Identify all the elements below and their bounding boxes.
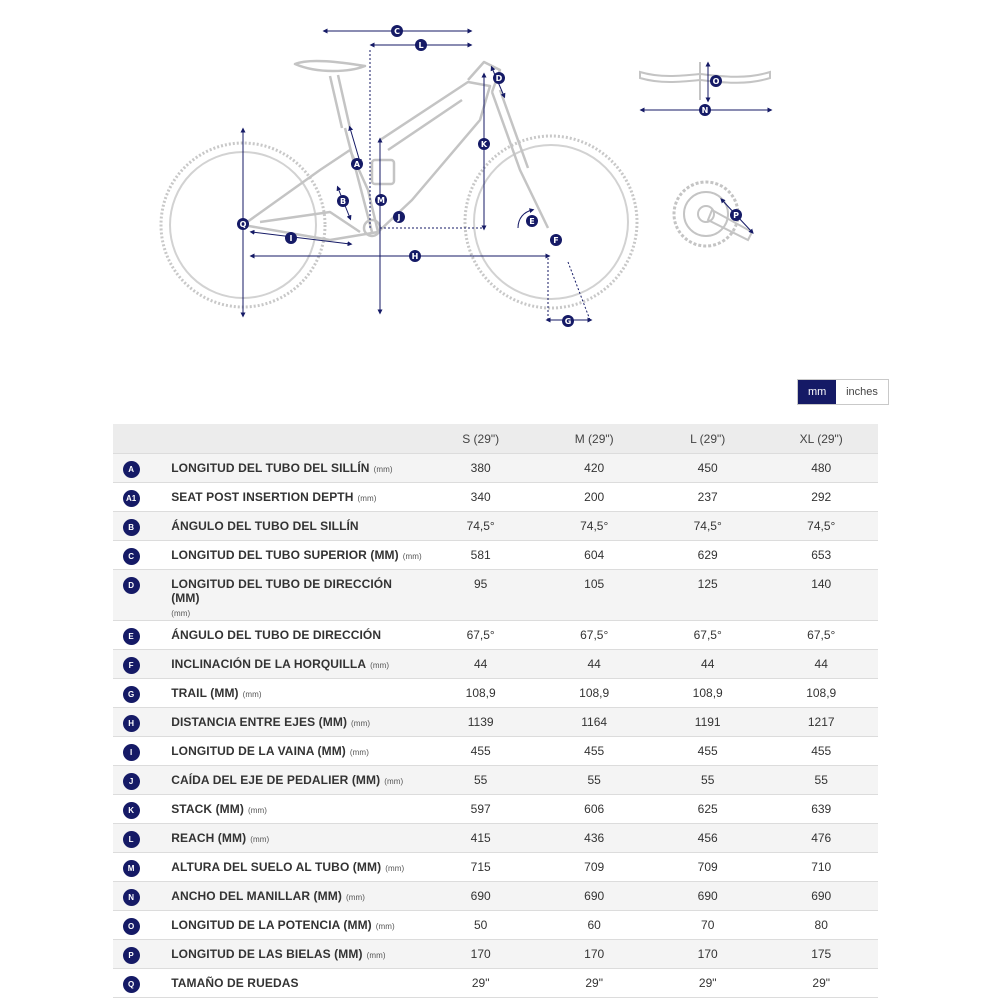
size-value-cell: 175 xyxy=(764,940,878,969)
size-value-cell: 292 xyxy=(764,483,878,512)
dimension-key-badge: Q xyxy=(123,976,140,993)
size-value-cell: 237 xyxy=(651,483,765,512)
size-header-m: M (29") xyxy=(537,424,651,454)
dimension-unit: (mm) xyxy=(357,494,377,503)
size-value-cell: 420 xyxy=(537,454,651,483)
dimension-name: INCLINACIÓN DE LA HORQUILLA xyxy=(171,657,367,671)
size-value-cell: 74,5° xyxy=(424,512,538,541)
svg-text:D: D xyxy=(495,74,503,83)
dimension-key-badge: N xyxy=(123,889,140,906)
dimension-name: REACH (MM) xyxy=(171,831,247,845)
size-value-cell: 1191 xyxy=(651,708,765,737)
size-value-cell: 108,9 xyxy=(537,679,651,708)
size-value-cell: 44 xyxy=(537,650,651,679)
dimension-unit: (mm) xyxy=(366,951,386,960)
svg-text:G: G xyxy=(564,317,572,326)
table-row xyxy=(113,969,878,998)
row-key-cell xyxy=(113,512,149,541)
dimension-key-badge: D xyxy=(123,577,140,594)
size-value-cell: 29" xyxy=(764,969,878,998)
unit-inches-button[interactable]: inches xyxy=(836,380,888,404)
dimension-key-badge: J xyxy=(123,773,140,790)
size-header-s: S (29") xyxy=(424,424,538,454)
dimension-unit: (mm) xyxy=(242,690,262,699)
size-value-cell: 50 xyxy=(424,911,538,940)
row-key-cell xyxy=(113,483,149,512)
size-value-cell: 480 xyxy=(764,454,878,483)
row-key-cell xyxy=(113,795,149,824)
size-value-cell: 125 xyxy=(651,570,765,621)
dimension-key-badge: C xyxy=(123,548,140,565)
dimension-name-cell xyxy=(149,795,424,824)
size-value-cell: 1139 xyxy=(424,708,538,737)
size-value-cell: 450 xyxy=(651,454,765,483)
dimension-key-badge: L xyxy=(123,831,140,848)
dimension-key-badge: B xyxy=(123,519,140,536)
dimension-name-cell xyxy=(149,853,424,882)
dimension-name: LONGITUD DEL TUBO DE DIRECCIÓN (MM) xyxy=(171,577,392,605)
size-value-cell: 606 xyxy=(537,795,651,824)
size-value-cell: 200 xyxy=(537,483,651,512)
dimension-name: SEAT POST INSERTION DEPTH xyxy=(171,490,354,504)
svg-text:B: B xyxy=(339,197,347,206)
table-row xyxy=(113,650,878,679)
front-wheel xyxy=(465,136,637,308)
table-row xyxy=(113,570,878,621)
svg-text:M: M xyxy=(377,196,385,205)
size-value-cell: 690 xyxy=(424,882,538,911)
badge-d xyxy=(493,72,505,84)
table-row xyxy=(113,911,878,940)
badge-l xyxy=(415,39,427,51)
size-value-cell: 108,9 xyxy=(424,679,538,708)
bike-drawing xyxy=(0,0,1000,360)
badge-o xyxy=(710,75,722,87)
size-value-cell: 380 xyxy=(424,454,538,483)
badge-i xyxy=(285,232,297,244)
badge-a xyxy=(351,158,363,170)
row-key-cell xyxy=(113,911,149,940)
table-row xyxy=(113,737,878,766)
size-value-cell: 55 xyxy=(651,766,765,795)
dimension-name-cell xyxy=(149,882,424,911)
row-key-cell xyxy=(113,969,149,998)
size-value-cell: 29" xyxy=(651,969,765,998)
size-value-cell: 70 xyxy=(651,911,765,940)
badge-q xyxy=(237,218,249,230)
table-row xyxy=(113,882,878,911)
dimension-key-badge: O xyxy=(123,918,140,935)
dimension-unit: (mm) xyxy=(247,806,268,815)
dimension-name: ÁNGULO DEL TUBO DE DIRECCIÓN xyxy=(171,628,382,642)
table-header-row xyxy=(113,424,878,454)
dimension-name-cell xyxy=(149,766,424,795)
dimension-name: DISTANCIA ENTRE EJES (MM) xyxy=(171,715,348,729)
row-key-cell xyxy=(113,882,149,911)
size-value-cell: 29" xyxy=(537,969,651,998)
size-value-cell: 95 xyxy=(424,570,538,621)
badge-f xyxy=(550,234,562,246)
svg-text:P: P xyxy=(733,211,739,220)
dimension-name-cell xyxy=(149,454,424,483)
badge-n xyxy=(699,104,711,116)
row-key-cell xyxy=(113,737,149,766)
dimension-key-badge: H xyxy=(123,715,140,732)
size-value-cell: 140 xyxy=(764,570,878,621)
size-value-cell: 455 xyxy=(537,737,651,766)
dimension-name-cell xyxy=(149,708,424,737)
badge-c xyxy=(391,25,403,37)
dimension-name: CAÍDA DEL EJE DE PEDALIER (MM) xyxy=(171,773,381,787)
size-value-cell: 690 xyxy=(651,882,765,911)
size-value-cell: 710 xyxy=(764,853,878,882)
size-value-cell: 690 xyxy=(764,882,878,911)
svg-text:L: L xyxy=(418,41,424,50)
size-value-cell: 415 xyxy=(424,824,538,853)
dimension-key-badge: G xyxy=(123,686,140,703)
svg-text:K: K xyxy=(480,140,488,149)
dimension-unit: (mm) xyxy=(250,835,270,844)
table-row xyxy=(113,853,878,882)
table-row xyxy=(113,541,878,570)
table-row xyxy=(113,621,878,650)
size-value-cell: 639 xyxy=(764,795,878,824)
dimension-key-badge: M xyxy=(123,860,140,877)
dimension-unit: (mm) xyxy=(402,552,422,561)
size-value-cell: 44 xyxy=(651,650,765,679)
size-value-cell: 67,5° xyxy=(424,621,538,650)
svg-text:F: F xyxy=(553,236,559,245)
dimension-key-badge: A1 xyxy=(123,490,140,507)
size-value-cell: 74,5° xyxy=(764,512,878,541)
dimension-name: LONGITUD DE LA POTENCIA (MM) xyxy=(171,918,372,932)
dimension-key-badge: A xyxy=(123,461,140,478)
header-blank xyxy=(113,424,149,454)
badge-g xyxy=(562,315,574,327)
dimension-name: LONGITUD DEL TUBO DEL SILLÍN xyxy=(171,461,370,475)
size-header-l: L (29") xyxy=(651,424,765,454)
size-value-cell: 653 xyxy=(764,541,878,570)
row-key-cell xyxy=(113,853,149,882)
dimension-name: LONGITUD DEL TUBO SUPERIOR (MM) xyxy=(171,548,399,562)
dimension-unit: (mm) xyxy=(370,661,390,670)
dimension-key-badge: E xyxy=(123,628,140,645)
table-row xyxy=(113,512,878,541)
size-value-cell: 455 xyxy=(651,737,765,766)
dimension-unit: (mm) xyxy=(349,748,369,757)
size-value-cell: 709 xyxy=(537,853,651,882)
dimension-name: LONGITUD DE LA VAINA (MM) xyxy=(171,744,346,758)
dimension-name: ÁNGULO DEL TUBO DEL SILLÍN xyxy=(171,519,359,533)
dimension-name: TAMAÑO DE RUEDAS xyxy=(171,976,299,990)
svg-text:I: I xyxy=(289,234,293,243)
dimension-name-cell xyxy=(149,737,424,766)
dimension-name-cell xyxy=(149,969,424,998)
size-value-cell: 55 xyxy=(424,766,538,795)
dimension-name-cell xyxy=(149,679,424,708)
dimension-unit: (mm) xyxy=(385,864,405,873)
size-value-cell: 625 xyxy=(651,795,765,824)
table-row xyxy=(113,708,878,737)
size-value-cell: 455 xyxy=(424,737,538,766)
size-value-cell: 340 xyxy=(424,483,538,512)
dimension-name: LONGITUD DE LAS BIELAS (MM) xyxy=(171,947,363,961)
size-value-cell: 74,5° xyxy=(537,512,651,541)
size-value-cell: 55 xyxy=(764,766,878,795)
dimension-name: ALTURA DEL SUELO AL TUBO (MM) xyxy=(171,860,382,874)
dimension-key-badge: P xyxy=(123,947,140,964)
size-value-cell: 690 xyxy=(537,882,651,911)
row-key-cell xyxy=(113,679,149,708)
dimension-unit: (mm) xyxy=(351,719,371,728)
row-key-cell xyxy=(113,570,149,621)
table-row xyxy=(113,483,878,512)
size-value-cell: 74,5° xyxy=(651,512,765,541)
dimension-key-badge: K xyxy=(123,802,140,819)
svg-text:N: N xyxy=(701,106,709,115)
table-row xyxy=(113,679,878,708)
table-row xyxy=(113,795,878,824)
dimension-unit: (mm) xyxy=(345,893,365,902)
size-value-cell: 60 xyxy=(537,911,651,940)
size-value-cell: 455 xyxy=(764,737,878,766)
size-value-cell: 67,5° xyxy=(764,621,878,650)
dimension-name: ANCHO DEL MANILLAR (MM) xyxy=(171,889,342,903)
size-value-cell: 55 xyxy=(537,766,651,795)
size-value-cell: 108,9 xyxy=(651,679,765,708)
badge-b xyxy=(337,195,349,207)
size-value-cell: 170 xyxy=(537,940,651,969)
table-row xyxy=(113,454,878,483)
svg-text:H: H xyxy=(411,252,419,261)
svg-text:O: O xyxy=(712,77,720,86)
size-value-cell: 581 xyxy=(424,541,538,570)
row-key-cell xyxy=(113,454,149,483)
dimension-name-cell xyxy=(149,940,424,969)
header-blank xyxy=(149,424,424,454)
geometry-table xyxy=(113,424,878,998)
dimension-name-cell xyxy=(149,512,424,541)
dimension-key-badge: I xyxy=(123,744,140,761)
size-value-cell: 629 xyxy=(651,541,765,570)
dimension-name: STACK (MM) xyxy=(171,802,244,816)
svg-text:C: C xyxy=(394,27,400,36)
svg-text:J: J xyxy=(397,213,401,222)
dimension-name-cell xyxy=(149,541,424,570)
size-value-cell: 44 xyxy=(424,650,538,679)
dimension-unit: (mm) xyxy=(171,609,191,618)
badge-j xyxy=(393,211,405,223)
geometry-diagram xyxy=(0,0,1000,360)
size-value-cell: 44 xyxy=(764,650,878,679)
row-key-cell xyxy=(113,940,149,969)
size-value-cell: 67,5° xyxy=(651,621,765,650)
size-value-cell: 80 xyxy=(764,911,878,940)
svg-text:Q: Q xyxy=(239,220,247,229)
dimension-name-cell xyxy=(149,483,424,512)
dimension-unit: (mm) xyxy=(375,922,395,931)
size-value-cell: 170 xyxy=(651,940,765,969)
handlebar-detail xyxy=(640,62,770,110)
dimension-name-cell xyxy=(149,650,424,679)
dimension-name: TRAIL (MM) xyxy=(171,686,239,700)
size-value-cell: 597 xyxy=(424,795,538,824)
svg-text:E: E xyxy=(529,217,535,226)
size-header-xl: XL (29") xyxy=(764,424,878,454)
dimension-name-cell xyxy=(149,570,424,621)
row-key-cell xyxy=(113,650,149,679)
unit-toggle xyxy=(797,379,889,405)
size-value-cell: 1217 xyxy=(764,708,878,737)
badge-h xyxy=(409,250,421,262)
size-value-cell: 715 xyxy=(424,853,538,882)
row-key-cell xyxy=(113,621,149,650)
dimension-name-cell xyxy=(149,911,424,940)
row-key-cell xyxy=(113,708,149,737)
size-value-cell: 604 xyxy=(537,541,651,570)
dimension-key-badge: F xyxy=(123,657,140,674)
row-key-cell xyxy=(113,766,149,795)
badge-p xyxy=(730,209,742,221)
dimension-name-cell xyxy=(149,824,424,853)
row-key-cell xyxy=(113,541,149,570)
table-body xyxy=(113,454,878,998)
size-value-cell: 476 xyxy=(764,824,878,853)
size-value-cell: 67,5° xyxy=(537,621,651,650)
size-value-cell: 1164 xyxy=(537,708,651,737)
row-key-cell xyxy=(113,824,149,853)
size-value-cell: 29" xyxy=(424,969,538,998)
size-value-cell: 709 xyxy=(651,853,765,882)
size-value-cell: 436 xyxy=(537,824,651,853)
table-row xyxy=(113,940,878,969)
dimension-unit: (mm) xyxy=(373,465,393,474)
svg-text:A: A xyxy=(353,160,361,169)
badge-e xyxy=(526,215,538,227)
size-value-cell: 105 xyxy=(537,570,651,621)
table-row xyxy=(113,824,878,853)
size-value-cell: 456 xyxy=(651,824,765,853)
size-value-cell: 108,9 xyxy=(764,679,878,708)
badge-m xyxy=(375,194,387,206)
badge-k xyxy=(478,138,490,150)
dimension-name-cell xyxy=(149,621,424,650)
table-row xyxy=(113,766,878,795)
unit-mm-button[interactable]: mm xyxy=(798,380,836,404)
dimension-unit: (mm) xyxy=(384,777,404,786)
size-value-cell: 170 xyxy=(424,940,538,969)
